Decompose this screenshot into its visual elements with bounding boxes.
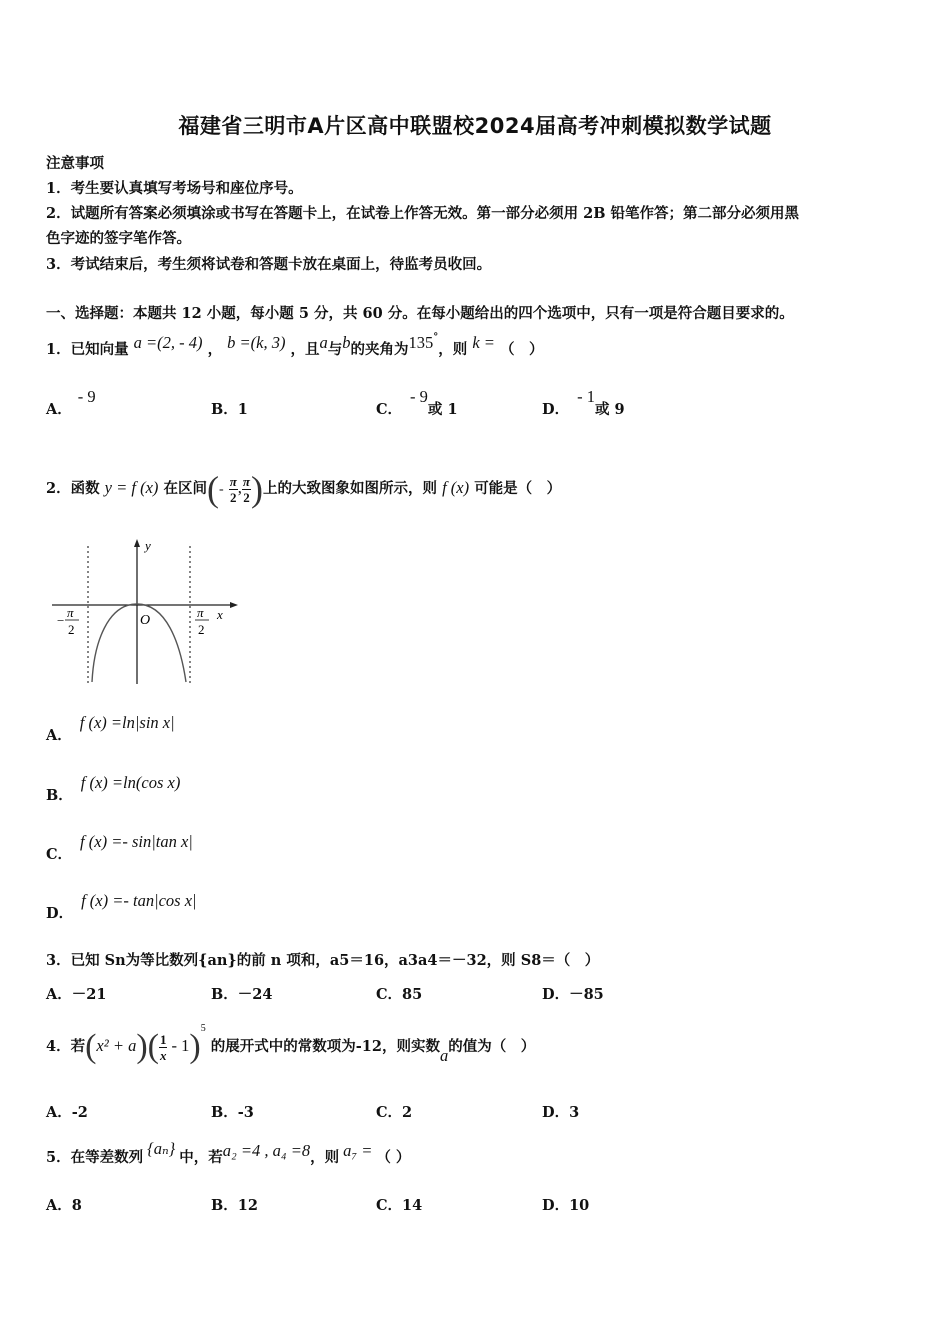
section-heading: 一、选择题：本题共 12 小题，每小题 5 分，共 60 分。在每小题给出的四个选项中，只有一项是符合题目要求的。	[46, 305, 794, 322]
q1-k: k =	[472, 333, 495, 352]
q4-power: 5	[200, 1023, 206, 1035]
y-axis-arrow	[134, 539, 140, 547]
q1-option-b[interactable]: B．1	[211, 401, 248, 418]
q2-interval-open: (	[206, 469, 219, 509]
page-title: 福建省三明市A片区高中联盟校2024届高考冲刺模拟数学试题	[178, 114, 772, 138]
q2-graph	[48, 532, 248, 692]
q5-option-a[interactable]: A．8	[46, 1197, 82, 1214]
q4-option-a[interactable]: A．-2	[46, 1104, 88, 1121]
q4-end: 的值为（ ）	[448, 1038, 536, 1055]
q2-fx: f (x)	[442, 478, 470, 497]
q5-sequence: {aₙ}	[147, 1139, 176, 1158]
function-curve	[92, 604, 186, 682]
q1-end: （ ）	[500, 341, 544, 358]
notice-item-3: 3．考试结束后，考生须将试卷和答题卡放在桌面上，待监考员收回。	[46, 256, 492, 273]
q1-vector-b: b =(k, 3)	[227, 333, 286, 352]
left-tick-num: π	[67, 605, 74, 620]
q2-interval-close: )	[251, 469, 264, 509]
q5-mid1: 中，若	[179, 1149, 223, 1166]
q3-option-d[interactable]: D．－85	[542, 986, 604, 1003]
q1-degree: °	[433, 332, 439, 344]
notice-item-2: 2．试题所有答案必须填涂或书写在答题卡上，在试卷上作答无效。第一部分必须用 2B 铅笔作答；第二部分必须用黑	[46, 205, 800, 222]
question-5	[46, 1139, 411, 1167]
q2-end: 可能是（ ）	[474, 480, 562, 497]
q1-yu: 与	[327, 341, 343, 358]
question-4: 4．若(x² + a)( $\frac{1}{x}$ - 1)$^5$ 的展开式中的常数项为-12，则实数a的值为（ ）	[46, 1023, 536, 1065]
q2-function: y = f (x)	[104, 478, 159, 497]
left-tick-den: 2	[68, 622, 75, 637]
origin-label: O	[140, 613, 151, 628]
q1-mid3: ，则	[438, 341, 468, 358]
notice-heading: 注意事项	[46, 155, 104, 172]
q3-option-a[interactable]: A．－21	[46, 986, 107, 1003]
notice-item-1: 1．考生要认真填写考场号和座位序号。	[46, 180, 303, 197]
q2-interval-left: $\frac{\pi}{2}$	[229, 473, 237, 505]
q2-mid1: 在区间	[163, 480, 207, 497]
q2-option-b[interactable]: B．f (x) =ln(cos x)	[46, 773, 181, 804]
q1-b: b	[342, 333, 351, 352]
q4-option-d[interactable]: D．3	[542, 1104, 580, 1121]
notice-item-2-cont: 色字迹的签字笔作答。	[46, 230, 191, 247]
left-tick-minus: −	[57, 613, 65, 628]
right-tick-num: π	[197, 605, 204, 620]
q5-mid2: ，则	[310, 1149, 340, 1166]
q1-mid1: ，且	[290, 341, 320, 358]
q3-option-b[interactable]: B．－24	[211, 986, 273, 1003]
q1-option-d[interactable]: D．- 1或 9	[542, 387, 625, 418]
q5-option-d[interactable]: D．10	[542, 1197, 590, 1214]
q1-a: a	[319, 333, 328, 352]
q4-mid: 的展开式中的常数项为-12，则实数	[210, 1038, 440, 1055]
q5-option-b[interactable]: B．12	[211, 1197, 258, 1214]
question-1	[46, 332, 544, 359]
q1-option-a[interactable]: A．- 9	[46, 387, 96, 418]
y-axis-label: y	[145, 538, 151, 553]
q5-option-c[interactable]: C．14	[376, 1197, 423, 1214]
q2-option-a[interactable]: A．f (x) =ln|sin x|	[46, 713, 175, 744]
x-axis-arrow	[230, 602, 238, 608]
q4-expr1: x² + a	[96, 1036, 137, 1055]
x-axis-label: x	[217, 607, 223, 622]
q1-comma: ，	[207, 341, 223, 358]
q4-option-b[interactable]: B．-3	[211, 1104, 254, 1121]
q4-prefix: 4．若	[46, 1038, 86, 1055]
q5-condition: a₂ =4 , a₄ =8	[222, 1141, 311, 1160]
q1-vector-a: a =(2, - 4)	[133, 333, 203, 352]
q3-option-c[interactable]: C．85	[376, 986, 423, 1003]
right-tick-den: 2	[198, 622, 205, 637]
q5-target: a₇ =	[343, 1141, 373, 1160]
q5-prefix: 5．在等差数列	[46, 1149, 144, 1166]
question-3: 3．已知 Sn为等比数列{an}的前 n 项和，a5＝16，a3a4＝－32，则 S8＝（ ）	[46, 952, 600, 969]
q4-option-c[interactable]: C．2	[376, 1104, 413, 1121]
q4-fraction: $\frac{1}{x}$	[159, 1031, 167, 1063]
q1-option-c[interactable]: C．- 9或 1	[376, 387, 458, 418]
q5-end: （ ）	[376, 1149, 411, 1166]
q1-prefix: 1．已知向量	[46, 341, 129, 358]
q2-mid2: 上的大致图象如图所示，则	[263, 480, 438, 497]
q2-prefix: 2．函数	[46, 480, 100, 497]
q4-a: a	[439, 1046, 449, 1065]
q1-angle: 135	[408, 333, 434, 352]
q2-option-c[interactable]: C．f (x) =- sin|tan x|	[46, 832, 193, 863]
question-2: 2．函数 y = f (x) 在区间(- $\frac{\pi}{2}$ , $\frac{\pi}{2}$ )上的大致图象如图所示，则 f (x) 可能是（ ）	[46, 469, 562, 509]
q1-mid2: 的夹角为	[350, 341, 409, 358]
q2-interval-right: $\frac{\pi}{2}$	[242, 473, 251, 505]
q2-option-d[interactable]: D．f (x) =- tan|cos x|	[46, 891, 197, 922]
